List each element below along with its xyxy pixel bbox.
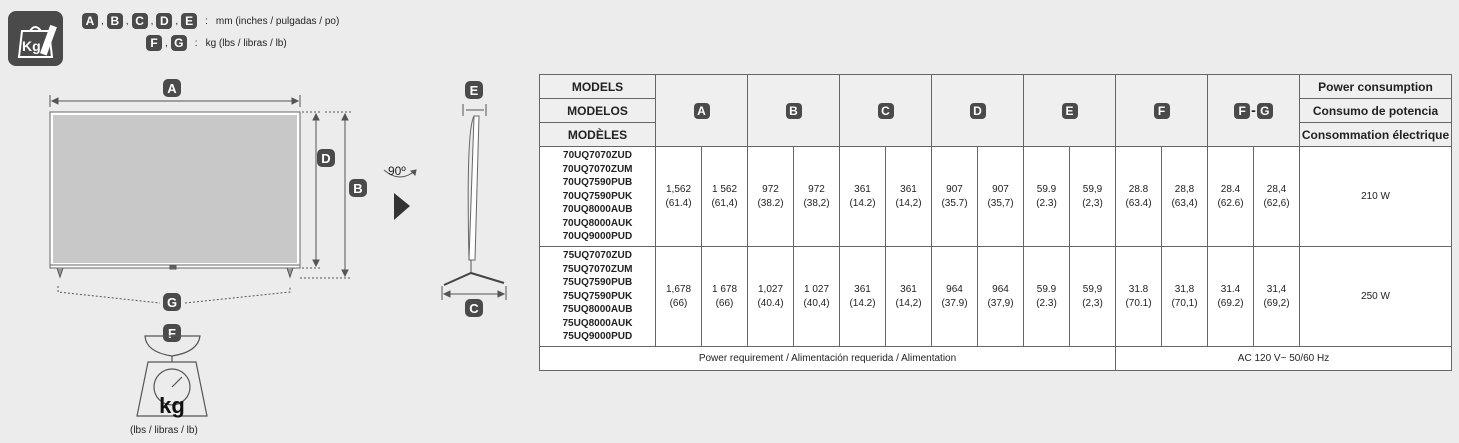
value-imperial: (14,2) (895, 197, 922, 209)
value-metric: 28,8 (1174, 183, 1195, 195)
header-col-a: A (656, 75, 748, 147)
value-imperial: (2.3) (1036, 197, 1057, 209)
legend-dims-text: mm (inches / pulgadas / po) (215, 15, 340, 27)
label-a: A (167, 81, 177, 96)
value-imperial: (69.2) (1217, 297, 1244, 309)
header-power-fr: Consommation électrique (1300, 123, 1452, 147)
value-metric: 1 027 (803, 283, 830, 295)
legend-letter-a: A (82, 13, 98, 29)
value-imperial: (35.7) (941, 197, 968, 209)
value-metric: 972 (762, 183, 779, 195)
value-imperial: (35,7) (987, 197, 1014, 209)
value-metric: 1,562 (665, 183, 692, 195)
value-metric: 1,678 (665, 283, 692, 295)
rotation-label: 90º (388, 164, 406, 178)
value-imperial: (2,3) (1082, 297, 1103, 309)
value-imperial: (66) (669, 297, 688, 309)
model-name: 70UQ9000PUD (562, 231, 633, 243)
value-metric: 59,9 (1082, 283, 1103, 295)
value-metric: 907 (946, 183, 963, 195)
legend-letter-d: D (156, 13, 172, 29)
value-cell (1024, 147, 1070, 247)
value-imperial: (40,4) (803, 297, 830, 309)
value-metric: 964 (946, 283, 963, 295)
header-models: MODELS (540, 75, 656, 99)
value-cell (1070, 147, 1116, 247)
table-row (540, 247, 1452, 347)
weight-legend: F , G : kg (lbs / libras / lb) (146, 35, 287, 51)
model-name: 70UQ8000AUB (562, 204, 633, 216)
value-metric: 59.9 (1036, 283, 1057, 295)
value-cell (702, 147, 748, 247)
legend-weight-text: kg (lbs / libras / lb) (205, 37, 287, 49)
label-c: C (469, 301, 479, 316)
value-imperial: (63.4) (1125, 197, 1152, 209)
value-imperial: (14.2) (849, 297, 876, 309)
value-cell (886, 247, 932, 347)
label-g: G (166, 295, 178, 310)
value-cell (1070, 247, 1116, 347)
tv-dimension-drawing (0, 0, 530, 443)
value-metric: 28.8 (1128, 183, 1149, 195)
legend-letter-c: C (132, 13, 148, 29)
value-imperial: (40.4) (757, 297, 784, 309)
value-imperial: (69,2) (1263, 297, 1290, 309)
value-cell (840, 147, 886, 247)
value-cell (886, 147, 932, 247)
value-imperial: (2,3) (1082, 197, 1103, 209)
value-metric: 1 678 (711, 283, 738, 295)
value-metric: 28.4 (1220, 183, 1241, 195)
model-name: 75UQ7070ZUM (562, 263, 633, 275)
power-consumption-value: 250 W (1300, 247, 1452, 347)
label-d: D (321, 151, 331, 166)
value-cell (1208, 147, 1254, 247)
header-power-en: Power consumption (1300, 75, 1452, 99)
value-metric: 1,027 (757, 283, 784, 295)
model-name: 75UQ8000AUK (562, 317, 633, 329)
value-metric: 361 (900, 283, 917, 295)
model-name: 70UQ7590PUK (562, 190, 633, 202)
model-name: 70UQ7590PUB (562, 177, 633, 189)
value-metric: 361 (900, 183, 917, 195)
svg-text:Kg: Kg (22, 38, 41, 54)
value-imperial: (38,2) (803, 197, 830, 209)
legend-letter-b: B (107, 13, 123, 29)
value-cell (1116, 247, 1162, 347)
value-metric: 31.4 (1220, 283, 1241, 295)
value-cell (794, 147, 840, 247)
dimension-legend: A , B , C , D , E : mm (inches / pulgadas / po) (82, 13, 339, 29)
value-cell (1162, 147, 1208, 247)
value-metric: 31,4 (1266, 283, 1287, 295)
value-imperial: (61.4) (665, 197, 692, 209)
header-col-d: D (932, 75, 1024, 147)
value-imperial: (70.1) (1125, 297, 1152, 309)
value-imperial: (62.6) (1217, 197, 1244, 209)
legend-letter-e: E (181, 13, 197, 29)
value-cell (702, 247, 748, 347)
value-metric: 907 (992, 183, 1009, 195)
value-imperial: (63,4) (1171, 197, 1198, 209)
value-imperial: (37,9) (987, 297, 1014, 309)
model-name: 70UQ7070ZUD (563, 149, 632, 161)
value-metric: 1 562 (711, 183, 738, 195)
model-name: 75UQ9000PUD (562, 331, 633, 343)
power-consumption-value: 210 W (1300, 147, 1452, 247)
model-name: 75UQ7590PUB (562, 277, 633, 289)
header-power-es: Consumo de potencia (1300, 99, 1452, 123)
value-cell (1024, 247, 1070, 347)
model-name: 75UQ7070ZUD (563, 249, 632, 261)
value-cell (1208, 247, 1254, 347)
value-metric: 31,8 (1174, 283, 1195, 295)
tv-right-foot (287, 268, 293, 277)
value-imperial: (37.9) (941, 297, 968, 309)
label-f: F (168, 326, 176, 341)
power-requirement-label: Power requirement / Alimentación requerida / Alimentation (540, 347, 1116, 371)
value-cell (1254, 147, 1300, 247)
value-cell (978, 247, 1024, 347)
value-imperial: (38.2) (757, 197, 784, 209)
power-requirement-value: AC 120 V~ 50/60 Hz (1116, 347, 1452, 371)
tv-front-screen (53, 115, 297, 263)
header-modelos: MODELOS (540, 99, 656, 123)
header-modeles: MODÈLES (540, 123, 656, 147)
value-imperial: (62,6) (1263, 197, 1290, 209)
header-col-e: E (1024, 75, 1116, 147)
tv-left-foot (57, 268, 63, 277)
tv-side-profile (469, 116, 479, 260)
scale-units-label: (lbs / libras / lb) (130, 425, 198, 436)
value-imperial: (2.3) (1036, 297, 1057, 309)
value-cell (932, 247, 978, 347)
arrow-right-icon (394, 193, 410, 220)
model-name: 70UQ8000AUK (562, 217, 633, 229)
legend-letter-f: F (146, 35, 162, 51)
value-imperial: (14,2) (895, 297, 922, 309)
value-metric: 972 (808, 183, 825, 195)
model-list (540, 147, 656, 247)
header-col-b: B (748, 75, 840, 147)
model-name: 75UQ7590PUK (562, 290, 633, 302)
value-cell (748, 247, 794, 347)
value-cell (748, 147, 794, 247)
value-metric: 361 (854, 183, 871, 195)
value-metric: 31.8 (1128, 283, 1149, 295)
value-imperial: (61,4) (711, 197, 738, 209)
value-metric: 59,9 (1082, 183, 1103, 195)
value-cell (1116, 147, 1162, 247)
value-cell (656, 247, 702, 347)
scale-kg-label: kg (159, 393, 185, 418)
value-cell (794, 247, 840, 347)
value-imperial: (66) (715, 297, 734, 309)
value-metric: 361 (854, 283, 871, 295)
value-cell (978, 147, 1024, 247)
spec-table (539, 74, 1452, 371)
value-cell (840, 247, 886, 347)
header-col-c: C (840, 75, 932, 147)
label-e: E (469, 83, 479, 98)
model-name: 75UQ8000AUB (562, 304, 633, 316)
model-name: 70UQ7070ZUM (562, 163, 633, 175)
header-col-fg: F - G (1208, 75, 1300, 147)
header-col-f: F (1116, 75, 1208, 147)
value-imperial: (70,1) (1171, 297, 1198, 309)
legend-letter-g: G (171, 35, 187, 51)
value-metric: 964 (992, 283, 1009, 295)
value-imperial: (14.2) (849, 197, 876, 209)
value-metric: 28,4 (1266, 183, 1287, 195)
value-metric: 59.9 (1036, 183, 1057, 195)
value-cell (1162, 247, 1208, 347)
value-cell (932, 147, 978, 247)
label-b: B (353, 181, 363, 196)
table-row (540, 147, 1452, 247)
model-list (540, 247, 656, 347)
value-cell (656, 147, 702, 247)
value-cell (1254, 247, 1300, 347)
